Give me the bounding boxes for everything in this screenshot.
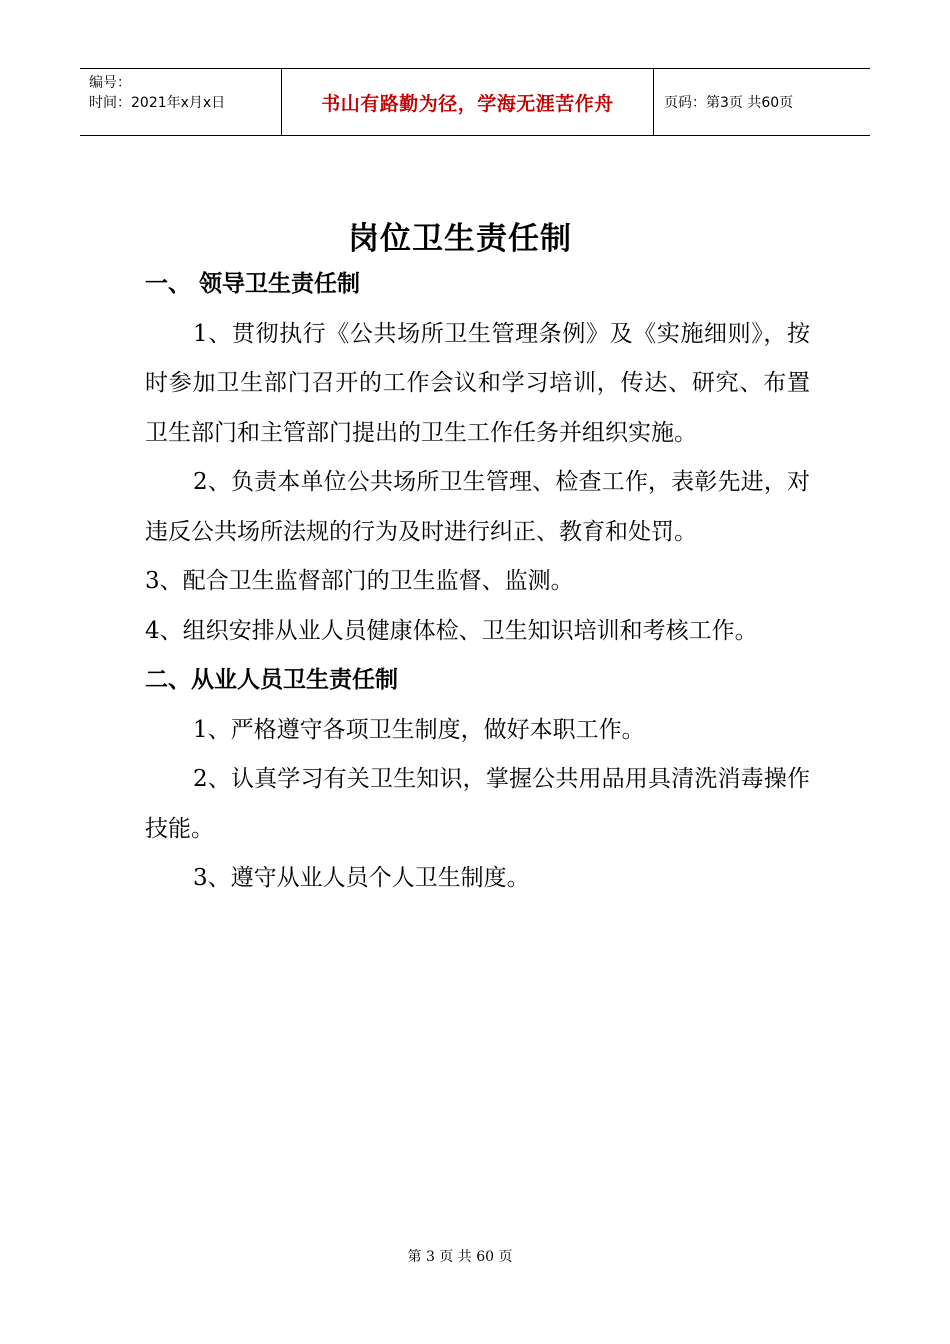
header-meta-cell bbox=[80, 69, 282, 135]
paragraph: 4、组织安排从业人员健康体检、卫生知识培训和考核工作。 bbox=[145, 617, 758, 644]
page-header bbox=[80, 68, 870, 136]
section-heading: 二、从业人员卫生责任制 bbox=[145, 667, 398, 693]
header-page-label: 页码：第3页 共60页 bbox=[664, 95, 794, 111]
document-title: 岗位卫生责任制 bbox=[348, 221, 572, 257]
header-motto: 书山有路勤为径，学海无涯苦作舟 bbox=[282, 69, 654, 135]
paragraph: 1、贯彻执行《公共场所卫生管理条例》及《实施细则》，按时参加卫生部门召开的工作会议和学习培训，传达、研究、布置卫生部门和主管部门提出的卫生工作任务并组织实施。 bbox=[145, 320, 810, 446]
section-heading: 一、 领导卫生责任制 bbox=[145, 271, 361, 297]
paragraph: 2、负责本单位公共场所卫生管理、检查工作，表彰先进，对违反公共场所法规的行为及时进行纠正、教育和处罚。 bbox=[145, 469, 810, 545]
paragraph: 2、认真学习有关卫生知识，掌握公共用品用具清洗消毒操作技能。 bbox=[145, 766, 810, 842]
time-label: 时间：2021年x月x日 bbox=[89, 95, 226, 111]
paragraph: 1、严格遵守各项卫生制度，做好本职工作。 bbox=[193, 716, 645, 743]
paragraph: 3、配合卫生监督部门的卫生监督、监测。 bbox=[145, 568, 574, 594]
paragraph: 3、遵守从业人员个人卫生制度。 bbox=[193, 865, 530, 891]
document-body bbox=[145, 260, 810, 904]
number-label: 编号： bbox=[89, 75, 131, 91]
page-footer: 第 3 页 共 60 页 bbox=[407, 1249, 513, 1265]
